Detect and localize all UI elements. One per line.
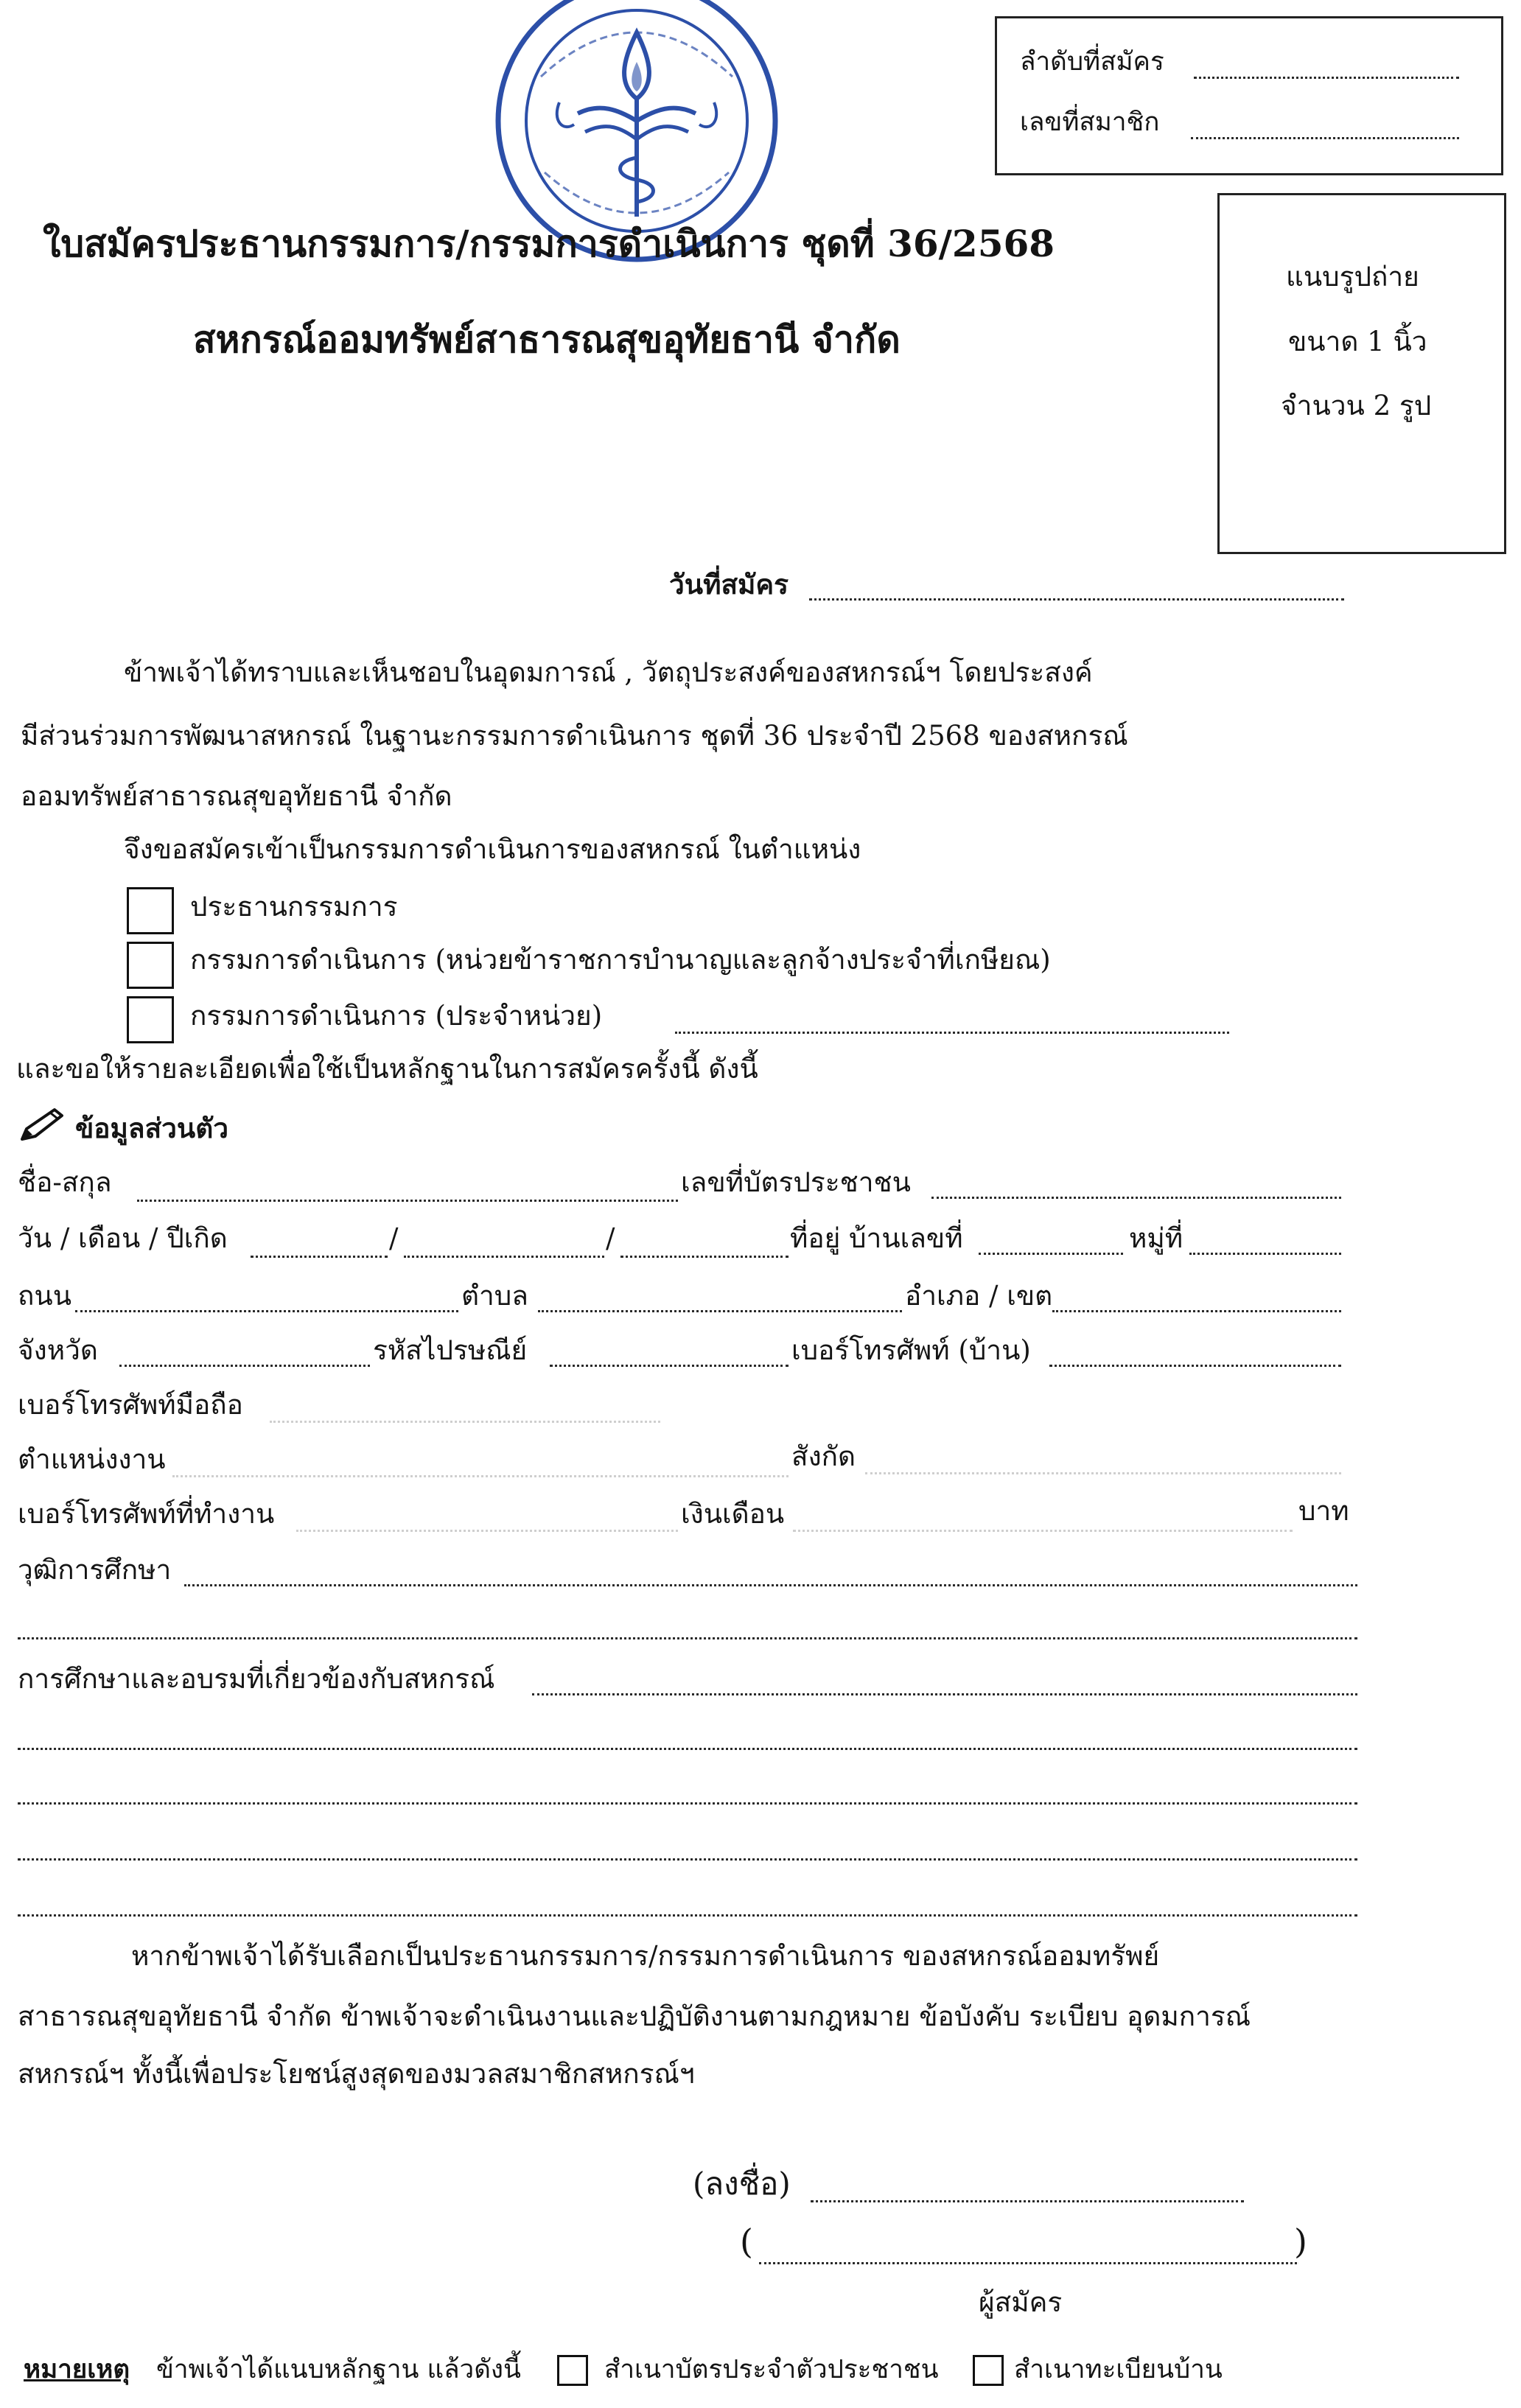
name-open-paren: ( bbox=[740, 2222, 753, 2261]
pencil-icon bbox=[18, 1107, 66, 1144]
address-label: ที่อยู่ บ้านเลขที่ bbox=[790, 1222, 963, 1254]
dob-day-line[interactable] bbox=[251, 1256, 388, 1258]
form-subtitle: สหกรณ์ออมทรัพย์สาธารณสุขอุทัยธานี จำกัด bbox=[193, 318, 901, 361]
apply-date-line[interactable] bbox=[809, 598, 1344, 601]
subdistrict-label: ตำบล bbox=[461, 1280, 528, 1312]
name-line[interactable] bbox=[137, 1200, 678, 1202]
training-label: การศึกษาและอบรมที่เกี่ยวข้องกับสหกรณ์ bbox=[18, 1663, 495, 1695]
training-line-4[interactable] bbox=[18, 1858, 1357, 1861]
note-label: หมายเหตุ bbox=[24, 2354, 130, 2384]
intro-line-3: ออมทรัพย์สาธารณสุขอุทัยธานี จำกัด bbox=[21, 780, 452, 812]
apply-date-label: วันที่สมัคร bbox=[669, 568, 789, 601]
pledge-line-1: หากข้าพเจ้าได้รับเลือกเป็นประธานกรรมการ/กรรมการดำเนินการ ของสหกรณ์ออมทรัพย์ bbox=[131, 1940, 1160, 1972]
education-line-2[interactable] bbox=[18, 1637, 1357, 1639]
salary-line[interactable] bbox=[793, 1530, 1293, 1532]
road-label: ถนน bbox=[18, 1280, 71, 1312]
applicant-label: ผู้สมัคร bbox=[979, 2286, 1063, 2318]
photo-box bbox=[1217, 193, 1506, 554]
checkbox-house-registration-copy[interactable] bbox=[973, 2355, 1004, 2386]
checkbox-unit-director[interactable] bbox=[127, 996, 174, 1043]
intro-line-4: จึงขอสมัครเข้าเป็นกรรมการดำเนินการของสหกรณ์ ในตำแหน่ง bbox=[124, 833, 861, 865]
position-unit-director-label: กรรมการดำเนินการ (ประจำหน่วย) bbox=[190, 1000, 603, 1032]
photo-line-3: จำนวน 2 รูป bbox=[1281, 390, 1432, 421]
dob-month-line[interactable] bbox=[404, 1256, 604, 1258]
home-phone-label: เบอร์โทรศัพท์ (บ้าน) bbox=[791, 1334, 1031, 1366]
signature-line[interactable] bbox=[811, 2200, 1244, 2202]
id-card-label: เลขที่บัตรประชาชน bbox=[681, 1166, 911, 1198]
subdistrict-line[interactable] bbox=[538, 1310, 902, 1312]
position-retired-director-label: กรรมการดำเนินการ (หน่วยข้าราชการบำนาญและลูกจ้างประจำที่เกษียณ) bbox=[190, 944, 1051, 976]
training-line-5[interactable] bbox=[18, 1914, 1357, 1917]
house-registration-copy-label: สำเนาทะเบียนบ้าน bbox=[1014, 2355, 1223, 2384]
postcode-line[interactable] bbox=[550, 1365, 789, 1367]
order-number-line[interactable] bbox=[1194, 77, 1459, 79]
member-number-label: เลขที่สมาชิก bbox=[1020, 108, 1160, 137]
affiliation-line[interactable] bbox=[865, 1472, 1341, 1474]
intro-line-2: มีส่วนร่วมการพัฒนาสหกรณ์ ในฐานะกรรมการดำเนินการ ชุดที่ 36 ประจำปี 2568 ของสหกรณ์ bbox=[21, 720, 1128, 752]
note-text: ข้าพเจ้าได้แนบหลักฐาน แล้วดังนี้ bbox=[156, 2355, 521, 2384]
personal-heading: ข้อมูลส่วนตัว bbox=[75, 1112, 229, 1144]
work-phone-line[interactable] bbox=[296, 1530, 678, 1532]
education-line-1[interactable] bbox=[184, 1584, 1357, 1586]
id-card-line[interactable] bbox=[931, 1197, 1341, 1199]
name-close-paren: ) bbox=[1294, 2222, 1307, 2261]
printed-name-line[interactable] bbox=[759, 2262, 1297, 2264]
name-label: ชื่อ-สกุล bbox=[18, 1166, 112, 1198]
home-phone-line[interactable] bbox=[1049, 1365, 1341, 1367]
sign-label: (ลงชื่อ) bbox=[693, 2166, 791, 2202]
position-chairman-label: ประธานกรรมการ bbox=[190, 891, 398, 923]
dob-slash-1: / bbox=[389, 1222, 399, 1254]
intro-line-1: ข้าพเจ้าได้ทราบและเห็นชอบในอุดมการณ์ , วัตถุประสงค์ของสหกรณ์ฯ โดยประสงค์ bbox=[124, 657, 1093, 688]
form-title: ใบสมัครประธานกรรมการ/กรรมการดำเนินการ ชุดที่ 36/2568 bbox=[43, 222, 1055, 265]
moo-label: หมู่ที่ bbox=[1129, 1222, 1183, 1254]
education-label: วุฒิการศึกษา bbox=[18, 1554, 172, 1586]
photo-line-1: แนบรูปถ่าย bbox=[1286, 261, 1419, 293]
training-line-3[interactable] bbox=[18, 1802, 1357, 1805]
pledge-line-2: สาธารณสุขอุทัยธานี จำกัด ข้าพเจ้าจะดำเนินงานและปฏิบัติงานตามกฎหมาย ข้อบังคับ ระเบียบ อุดมการณ์ bbox=[18, 2001, 1251, 2032]
dob-slash-2: / bbox=[606, 1222, 615, 1254]
salary-label: เงินเดือน bbox=[681, 1498, 785, 1530]
unit-name-line[interactable] bbox=[675, 1032, 1229, 1034]
province-line[interactable] bbox=[119, 1365, 370, 1367]
mobile-line[interactable] bbox=[270, 1421, 660, 1423]
job-position-label: ตำแหน่งงาน bbox=[18, 1443, 166, 1475]
moo-line[interactable] bbox=[1189, 1253, 1341, 1255]
province-label: จังหวัด bbox=[18, 1334, 98, 1366]
registration-box bbox=[995, 16, 1503, 175]
road-line[interactable] bbox=[75, 1310, 458, 1312]
mobile-label: เบอร์โทรศัพท์มือถือ bbox=[18, 1389, 243, 1421]
affiliation-label: สังกัด bbox=[791, 1441, 856, 1472]
work-phone-label: เบอร์โทรศัพท์ที่ทำงาน bbox=[18, 1498, 275, 1530]
details-intro: และขอให้รายละเอียดเพื่อใช้เป็นหลักฐานในการสมัครครั้งนี้ ดังนี้ bbox=[16, 1053, 758, 1085]
order-number-label: ลำดับที่สมัคร bbox=[1020, 47, 1164, 77]
checkbox-id-copy[interactable] bbox=[557, 2355, 588, 2386]
dob-year-line[interactable] bbox=[620, 1256, 789, 1258]
pledge-line-3: สหกรณ์ฯ ทั้งนี้เพื่อประโยชน์สูงสุดของมวลสมาชิกสหกรณ์ฯ bbox=[18, 2058, 695, 2090]
postcode-label: รหัสไปรษณีย์ bbox=[373, 1334, 528, 1366]
dob-label: วัน / เดือน / ปีเกิด bbox=[18, 1222, 228, 1254]
district-label: อำเภอ / เขต bbox=[905, 1280, 1053, 1312]
job-position-line[interactable] bbox=[172, 1475, 789, 1477]
house-number-line[interactable] bbox=[979, 1253, 1123, 1255]
baht-label: บาท bbox=[1298, 1495, 1349, 1527]
district-line[interactable] bbox=[1052, 1310, 1341, 1312]
id-copy-label: สำเนาบัตรประจำตัวประชาชน bbox=[604, 2355, 939, 2384]
checkbox-chairman[interactable] bbox=[127, 887, 174, 934]
member-number-line[interactable] bbox=[1191, 137, 1459, 139]
training-line-1[interactable] bbox=[532, 1693, 1357, 1695]
photo-line-2: ขนาด 1 นิ้ว bbox=[1288, 326, 1427, 357]
checkbox-retired-director[interactable] bbox=[127, 942, 174, 989]
training-line-2[interactable] bbox=[18, 1748, 1357, 1750]
